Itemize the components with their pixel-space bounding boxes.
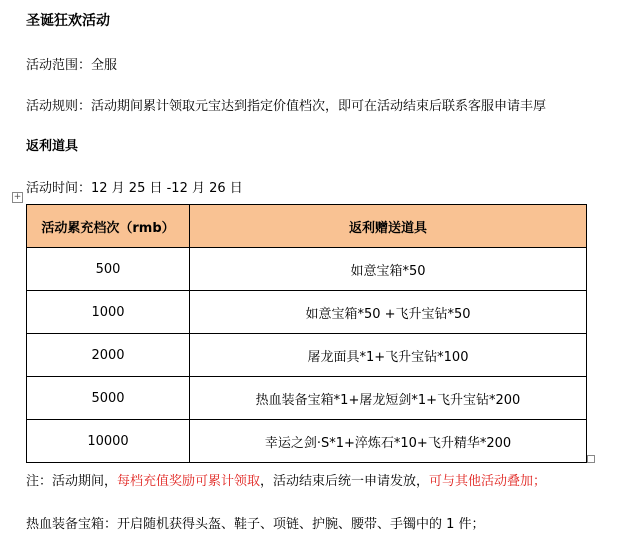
table-header-row [27,205,587,248]
reward-cell: 如意宝箱*50 +飞升宝钻*50 [190,291,587,334]
table-resize-handle[interactable] [587,455,595,463]
column-header-reward: 返利赠送道具 [190,205,587,248]
table-row [27,420,587,463]
reward-cell: 屠龙面具*1+飞升宝钻*100 [190,334,587,377]
box-description: 热血装备宝箱：开启随机获得头盔、鞋子、项链、护腕、腰带、手镯中的 1 件； [26,517,485,532]
tier-cell: 10000 [27,420,190,463]
table-row [27,248,587,291]
column-header-tier: 活动累充档次（rmb） [27,205,190,248]
tier-cell: 500 [27,248,190,291]
activity-rules: 活动规则：活动期间累计领取元宝达到指定价值档次，即可在活动结束后联系客服申请丰厚 [26,99,547,114]
tier-cell: 1000 [27,291,190,334]
activity-time: 活动时间：12 月 25 日 -12 月 26 日 [26,181,243,196]
activity-rules-continued: 返利道具 [26,139,79,154]
table-row [27,291,587,334]
reward-cell: 如意宝箱*50 [190,248,587,291]
note-highlight-cumulative: 每档充值奖励可累计领取 [117,474,261,489]
page-title: 圣诞狂欢活动 [26,13,110,29]
tier-cell: 5000 [27,377,190,420]
note-highlight-stackable: 可与其他活动叠加； [429,474,547,489]
note-text: ，活动结束后统一申请发放， [260,474,430,489]
rebate-table [26,204,587,463]
table-row [27,377,587,420]
table-move-handle-icon[interactable]: + [13,192,22,202]
note-paragraph [26,470,546,489]
reward-cell: 幸运之剑·S*1+淬炼石*10+飞升精华*200 [190,420,587,463]
reward-cell: 热血装备宝箱*1+屠龙短剑*1+飞升宝钻*200 [190,377,587,420]
tier-cell: 2000 [27,334,190,377]
activity-scope: 活动范围：全服 [26,58,118,73]
table-row [27,334,587,377]
note-text: 注：活动期间， [26,474,118,489]
